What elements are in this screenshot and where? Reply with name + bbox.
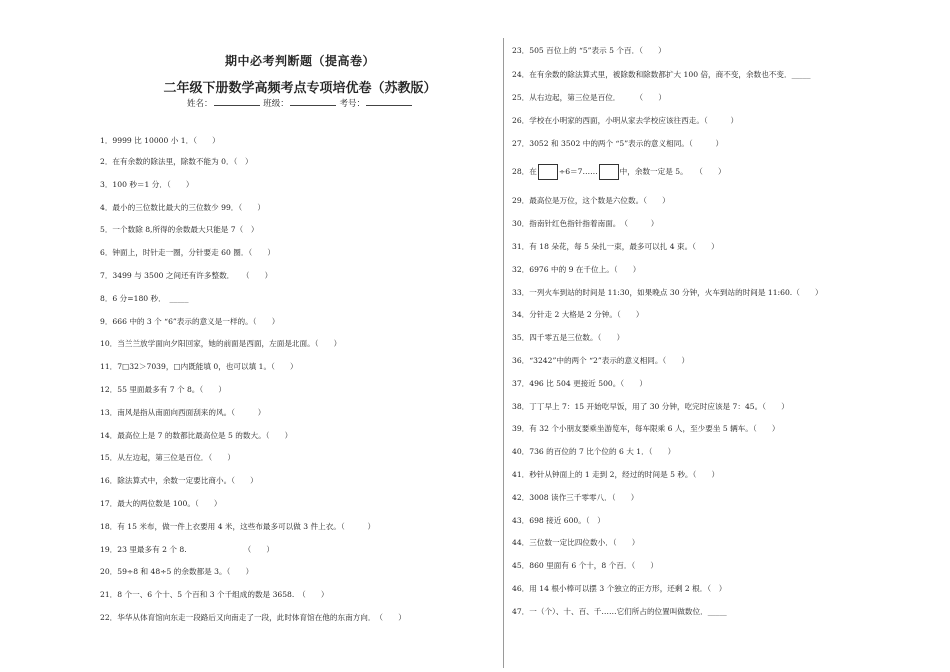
question-47: 47．一（个）、十、百、千……它们所占的位置叫做数位．_____ xyxy=(512,607,727,616)
question-13: 13．南风是指从南面向西面刮来的风。（ ） xyxy=(100,408,266,417)
answer-box-remainder[interactable] xyxy=(599,164,619,180)
question-30: 30．指南针红色指针指着南面。 （ ） xyxy=(512,219,659,228)
student-info-line xyxy=(90,97,510,109)
question-16: 16．除法算式中，余数一定要比商小。（ ） xyxy=(100,476,258,485)
question-39: 39．有 32 个小朋友要乘坐游览车，每车限乘 6 人，至少要坐 5 辆车。（ ） xyxy=(512,424,780,433)
question-15: 15．从左边起，第三位是百位．（ ） xyxy=(100,453,235,462)
question-41: 41．秒针从钟面上的 1 走到 2，经过的时间是 5 秒。（ ） xyxy=(512,470,720,479)
exam-title: 期中必考判断题（提高卷） xyxy=(224,54,375,68)
question-12: 12．55 里面最多有 7 个 8。（ ） xyxy=(100,385,226,394)
question-17: 17．最大的两位数是 100。（ ） xyxy=(100,499,222,508)
question-4: 4．最小的三位数比最大的三位数少 99．（ ） xyxy=(100,203,265,212)
number-label: 考号： xyxy=(339,99,365,109)
number-blank[interactable] xyxy=(366,98,412,106)
name-blank[interactable] xyxy=(214,98,260,106)
question-38: 38．丁丁早上 7：15 开始吃早饭，用了 30 分钟，吃完时应该是 7：45。（ ） xyxy=(512,402,789,411)
question-5: 5．一个数除 8,所得的余数最大只能是 7（ ） xyxy=(100,225,259,234)
question-43: 43．698 接近 600。（ ） xyxy=(512,516,605,525)
exam-subtitle: 二年级下册数学高频考点专项培优卷（苏教版） xyxy=(163,81,437,96)
question-27: 27．3052 和 3502 中的两个 “5”表示的意义相同。（ ） xyxy=(512,139,724,148)
question-36: 36．“3242”中的两个 “2”表示的意义相同。（ ） xyxy=(512,356,690,365)
question-24: 24．在有余数的除法算式里，被除数和除数都扩大 100 倍，商不变，余数也不变．_____ xyxy=(512,70,811,79)
question-28-mid: ÷6＝7…… xyxy=(558,167,598,176)
column-divider xyxy=(503,38,504,668)
question-8: 8．6 分=180 秒． _____ xyxy=(100,294,189,303)
question-21: 21．8 个一、6 个十、5 个百和 3 个千组成的数是 3658. （ ） xyxy=(100,590,329,599)
question-20: 20．59÷8 和 48÷5 的余数都是 3。（ ） xyxy=(100,567,254,576)
question-46: 46．用 14 根小棒可以摆 3 个独立的正方形，还剩 2 根．（ ） xyxy=(512,584,727,593)
question-22: 22．华华从体育馆向东走一段路后又向南走了一段，此时体育馆在他的东南方向． （ ） xyxy=(100,613,406,622)
question-14: 14．最高位上是 7 的数都比最高位是 5 的数大。（ ） xyxy=(100,431,293,440)
question-28 xyxy=(512,164,726,180)
question-18: 18．有 15 米布，做一件上衣要用 4 米，这些布最多可以做 3 件上衣。（ ） xyxy=(100,522,376,531)
question-31: 31．有 18 朵花，每 5 朵扎一束，最多可以扎 4 束。（ ） xyxy=(512,242,719,251)
question-32: 32．6976 中的 9 在千位上。（ ） xyxy=(512,265,641,274)
question-10: 10．当兰兰放学面向夕阳回家，她的前面是西面，左面是北面。（ ） xyxy=(100,339,342,348)
question-7: 7．3499 与 3500 之间还有许多整数． （ ） xyxy=(100,271,273,280)
class-blank[interactable] xyxy=(290,98,336,106)
answer-box-dividend[interactable] xyxy=(538,164,558,180)
question-3: 3．100 秒＝1 分．（ ） xyxy=(100,180,194,189)
question-45: 45．860 里面有 6 个十，8 个百．（ ） xyxy=(512,561,658,570)
question-9: 9．666 中的 3 个 “6”表示的意义是一样的。（ ） xyxy=(100,317,280,326)
question-40: 40．736 的百位的 7 比个位的 6 大 1．（ ） xyxy=(512,447,676,456)
question-23: 23．505 百位上的 “5”表示 5 个百．（ ） xyxy=(512,46,666,55)
question-34: 34．分针走 2 大格是 2 分钟。（ ） xyxy=(512,310,644,319)
question-6: 6．钟面上，时针走一圈，分针要走 60 圈．（ ） xyxy=(100,248,275,257)
question-33: 33．一列火车到站的时间是 11:30，如果晚点 30 分钟，火车到站的时间是 11:60.（ ） xyxy=(512,288,823,297)
class-label: 班级： xyxy=(263,99,289,109)
question-28-lead: 28．在 xyxy=(512,167,537,176)
question-2: 2．在有余数的除法里，除数不能为 0．（ ） xyxy=(100,157,253,166)
question-25: 25．从右边起，第三位是百位． （ ） xyxy=(512,93,666,102)
question-1: 1．9999 比 10000 小 1．（ ） xyxy=(100,136,220,145)
question-44: 44．三位数一定比四位数小．（ ） xyxy=(512,538,640,547)
question-19: 19．23 里最多有 2 个 8. （ ） xyxy=(100,545,274,554)
question-35: 35．四千零五是三位数。（ ） xyxy=(512,333,625,342)
question-29: 29．最高位是万位，这个数是六位数。（ ） xyxy=(512,196,670,205)
question-37: 37．496 比 504 更接近 500。（ ） xyxy=(512,379,647,388)
name-label: 姓名： xyxy=(187,99,213,109)
question-28-tail: 中，余数一定是 5。 （ ） xyxy=(619,167,726,176)
question-42: 42．3008 读作三千零零八．（ ） xyxy=(512,493,639,502)
question-11: 11．7□32＞7039，□内既能填 0，也可以填 1。（ ） xyxy=(100,362,298,371)
question-26: 26．学校在小明家的西面，小明从家去学校应该往西走。（ ） xyxy=(512,116,739,125)
